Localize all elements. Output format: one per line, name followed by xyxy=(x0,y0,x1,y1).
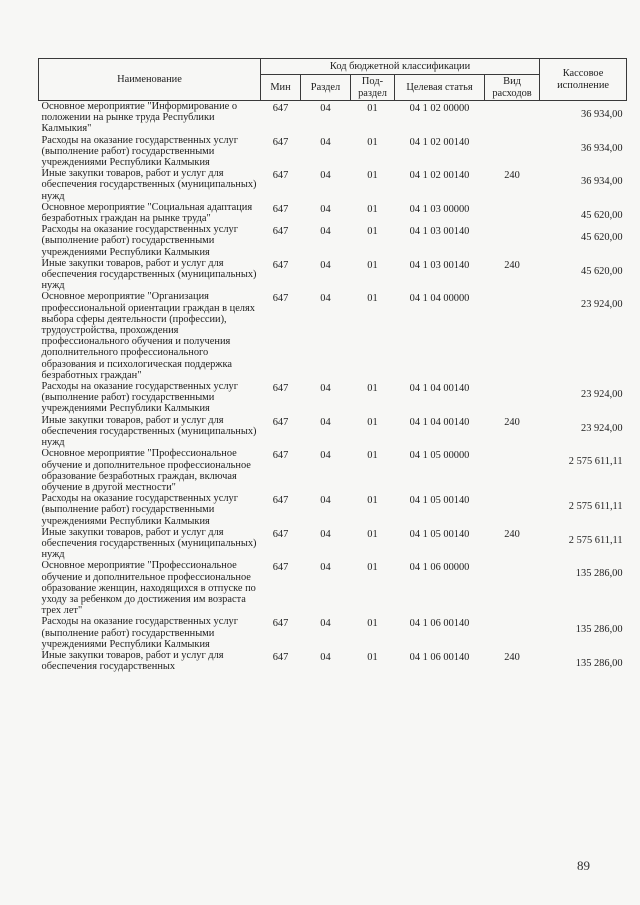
row-podrazdel: 01 xyxy=(367,450,378,462)
row-razdel: 04 xyxy=(320,103,331,114)
row-target: 04 1 06 00000 xyxy=(409,562,470,574)
row-razdel: 04 xyxy=(320,383,331,395)
row-razdel: 04 xyxy=(320,562,331,574)
row-amount: 23 924,00 xyxy=(581,299,623,311)
row-name: Расходы на оказание государственных услуг (выполнение работ) государственными учреждениями Республики Калмыкия xyxy=(41,616,238,650)
table-body xyxy=(39,101,627,673)
row-vid xyxy=(485,381,540,415)
row-name: Расходы на оказание государственных услуг (выполнение работ) государственными учреждениями Республики Калмыкия xyxy=(41,224,238,258)
table-row xyxy=(39,202,627,224)
row-razdel: 04 xyxy=(320,203,331,215)
row-amount: 2 575 611,11 xyxy=(568,534,623,546)
row-name: Расходы на оказание государственных услуг (выполнение работ) государственными учреждениями Республики Калмыкия xyxy=(41,493,238,527)
row-razdel: 04 xyxy=(320,651,331,663)
row-amount: 23 924,00 xyxy=(581,422,623,434)
row-podrazdel: 01 xyxy=(367,103,378,114)
row-razdel: 04 xyxy=(320,450,331,462)
row-amount: 45 620,00 xyxy=(581,265,623,277)
table-row xyxy=(39,415,627,449)
row-razdel: 04 xyxy=(320,170,331,182)
row-min: 647 xyxy=(272,383,289,395)
row-vid: 240 xyxy=(504,259,520,271)
row-min: 647 xyxy=(272,450,289,462)
row-vid xyxy=(485,224,540,258)
row-amount: 2 575 611,11 xyxy=(568,456,623,468)
row-target: 04 1 03 00140 xyxy=(409,226,470,238)
row-min: 647 xyxy=(272,203,289,215)
row-name: Иные закупки товаров, работ и услуг для обеспечения государственных xyxy=(41,649,224,673)
row-razdel: 04 xyxy=(320,259,331,271)
row-amount: 135 286,00 xyxy=(575,657,623,669)
table-row xyxy=(39,616,627,650)
row-target: 04 1 05 00140 xyxy=(409,495,470,507)
row-min: 647 xyxy=(272,103,289,114)
row-target: 04 1 06 00140 xyxy=(409,651,470,663)
row-name: Иные закупки товаров, работ и услуг для обеспечения государственных (муниципальных) нужд xyxy=(41,257,257,292)
row-name: Основное мероприятие "Профессиональное обучение и дополнительное профессиональное образование женщин, находящихся в отпуске по уходу за ребенком до достижения им возраста трех лет" xyxy=(41,560,256,617)
row-podrazdel: 01 xyxy=(367,651,378,663)
row-min: 647 xyxy=(272,170,289,182)
row-amount: 135 286,00 xyxy=(575,568,623,580)
row-vid xyxy=(485,291,540,381)
header-target: Целевая статья xyxy=(395,75,485,101)
row-podrazdel: 01 xyxy=(367,170,378,182)
row-target: 04 1 05 00140 xyxy=(409,528,470,540)
row-razdel: 04 xyxy=(320,618,331,630)
row-vid xyxy=(485,560,540,616)
row-target: 04 1 06 00140 xyxy=(409,618,470,630)
table-row xyxy=(39,493,627,527)
row-min: 647 xyxy=(272,226,289,238)
page-number: 89 xyxy=(577,858,590,873)
row-podrazdel: 01 xyxy=(367,528,378,540)
header-podrazdel: Под-раздел xyxy=(351,75,395,101)
row-razdel: 04 xyxy=(320,136,331,148)
row-name: Расходы на оказание государственных услуг (выполнение работ) государственными учреждениями Республики Калмыкия xyxy=(41,134,238,169)
table-row xyxy=(39,448,627,493)
row-podrazdel: 01 xyxy=(367,495,378,507)
row-razdel: 04 xyxy=(320,416,331,428)
table-row xyxy=(39,135,627,169)
row-target: 04 1 05 00000 xyxy=(409,450,470,462)
row-min: 647 xyxy=(272,259,289,271)
row-podrazdel: 01 xyxy=(367,259,378,271)
table-row xyxy=(39,381,627,415)
row-amount: 36 934,00 xyxy=(581,176,623,188)
row-amount: 36 934,00 xyxy=(581,142,623,154)
table-row xyxy=(39,101,627,135)
row-target: 04 1 04 00140 xyxy=(409,383,470,395)
row-min: 647 xyxy=(272,136,289,148)
row-amount: 135 286,00 xyxy=(575,624,623,636)
row-podrazdel: 01 xyxy=(367,203,378,215)
row-vid: 240 xyxy=(504,170,520,182)
header-cash-execution: Кассовое исполнение xyxy=(540,59,627,101)
row-podrazdel: 01 xyxy=(367,383,378,395)
row-podrazdel: 01 xyxy=(367,226,378,238)
row-name: Иные закупки товаров, работ и услуг для обеспечения государственных (муниципальных) нужд xyxy=(41,168,257,202)
row-razdel: 04 xyxy=(320,528,331,540)
row-podrazdel: 01 xyxy=(367,618,378,630)
row-min: 647 xyxy=(272,416,289,428)
row-razdel: 04 xyxy=(320,226,331,238)
row-min: 647 xyxy=(272,562,289,574)
header-budget-code: Код бюджетной классификации xyxy=(261,59,540,75)
row-name: Основное мероприятие "Организация профессиональной ориентации граждан в целях выбора сферы деятельности (профессии), трудоустройства, прохождения профессионального обучения и получения дополнительного профессионального образования и психологическая поддержка безработных граждан" xyxy=(41,291,255,381)
row-amount: 45 620,00 xyxy=(581,232,623,244)
header-name: Наименование xyxy=(39,59,261,101)
row-target: 04 1 04 00000 xyxy=(409,293,470,305)
row-name: Основное мероприятие "Информирование о положении на рынке труда Республики Калмыкия" xyxy=(41,101,238,135)
row-min: 647 xyxy=(272,528,289,540)
row-vid: 240 xyxy=(504,528,520,540)
row-razdel: 04 xyxy=(320,495,331,507)
row-target: 04 1 02 00140 xyxy=(409,170,470,182)
row-vid xyxy=(485,616,540,650)
row-podrazdel: 01 xyxy=(367,416,378,428)
row-name: Иные закупки товаров, работ и услуг для обеспечения государственных (муниципальных) нужд xyxy=(41,414,257,449)
row-vid: 240 xyxy=(504,651,520,663)
row-vid xyxy=(485,493,540,527)
table-row xyxy=(39,291,627,381)
table-row xyxy=(39,527,627,561)
table-row xyxy=(39,168,627,202)
row-name: Основное мероприятие "Профессиональное обучение и дополнительное профессиональное образование безработных граждан, включая обучение в другой местности" xyxy=(41,448,251,493)
row-vid xyxy=(485,202,540,224)
row-target: 04 1 02 00140 xyxy=(409,136,470,148)
row-name: Иные закупки товаров, работ и услуг для обеспечения государственных (муниципальных) нужд xyxy=(41,526,257,561)
table-row xyxy=(39,224,627,258)
row-min: 647 xyxy=(272,618,289,630)
header-razdel: Раздел xyxy=(301,75,351,101)
row-vid xyxy=(485,448,540,493)
budget-execution-table xyxy=(38,58,627,672)
table-row xyxy=(39,650,627,672)
row-podrazdel: 01 xyxy=(367,136,378,148)
table-row xyxy=(39,560,627,616)
row-amount: 45 620,00 xyxy=(581,209,623,221)
row-vid: 240 xyxy=(504,416,520,428)
row-min: 647 xyxy=(272,651,289,663)
header-vid: Вид расходов xyxy=(485,75,540,101)
row-target: 04 1 02 00000 xyxy=(409,103,470,114)
row-podrazdel: 01 xyxy=(367,562,378,574)
row-target: 04 1 03 00000 xyxy=(409,203,470,215)
header-min: Мин xyxy=(261,75,301,101)
row-target: 04 1 04 00140 xyxy=(409,416,470,428)
row-name: Расходы на оказание государственных услуг (выполнение работ) государственными учреждениями Республики Калмыкия xyxy=(41,381,238,415)
row-amount: 36 934,00 xyxy=(581,109,623,120)
row-razdel: 04 xyxy=(320,293,331,305)
row-target: 04 1 03 00140 xyxy=(409,259,470,271)
row-vid xyxy=(485,135,540,169)
row-min: 647 xyxy=(272,293,289,305)
row-vid xyxy=(485,101,540,135)
row-amount: 23 924,00 xyxy=(581,389,623,401)
row-amount: 2 575 611,11 xyxy=(568,501,623,513)
table-row xyxy=(39,258,627,292)
row-min: 647 xyxy=(272,495,289,507)
row-name: Основное мероприятие "Социальная адаптация безработных граждан на рынке труда" xyxy=(41,201,253,225)
row-podrazdel: 01 xyxy=(367,293,378,305)
